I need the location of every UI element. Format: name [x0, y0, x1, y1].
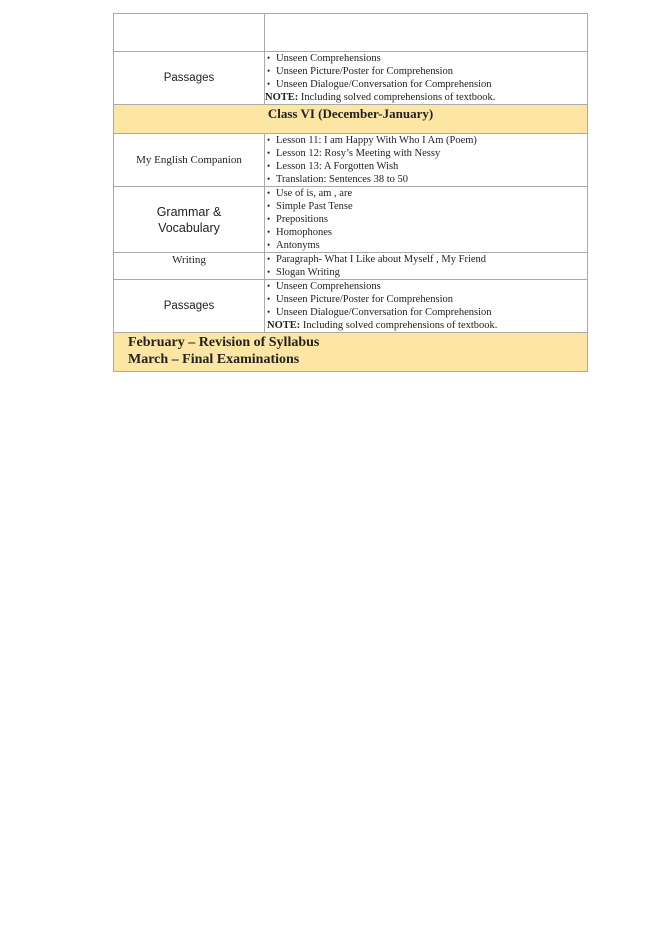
list-item: • Prepositions — [265, 213, 587, 226]
grammar-label-line2: Vocabulary — [158, 220, 220, 235]
class-header-title: Class VI (December-January) — [114, 105, 588, 134]
row-content-companion — [265, 134, 588, 187]
table-row-grammar — [114, 187, 588, 253]
list-item: • Unseen Picture/Poster for Comprehension — [265, 293, 587, 306]
list-item: • Simple Past Tense — [265, 200, 587, 213]
list-item: • Lesson 11: I am Happy With Who I Am (Poem) — [265, 134, 587, 147]
class-header-row — [114, 105, 588, 134]
row-label-writing: Writing — [114, 253, 265, 280]
table-row-companion — [114, 134, 588, 187]
note-line-top — [265, 91, 587, 104]
table-row-passages-top — [114, 52, 588, 105]
empty-cell-left — [114, 14, 265, 52]
table-row-empty — [114, 14, 588, 52]
footer-row — [114, 333, 588, 372]
list-item: • Unseen Comprehensions — [265, 52, 587, 65]
note-text: Including solved comprehensions of textbook. — [300, 320, 498, 331]
syllabus-table — [113, 13, 588, 372]
row-content-passages-top — [265, 52, 588, 105]
note-label: NOTE: — [267, 320, 301, 331]
row-content-writing — [265, 253, 588, 280]
list-item: • Use of is, am , are — [265, 187, 587, 200]
empty-cell-right — [265, 14, 588, 52]
table-row-passages — [114, 280, 588, 333]
footer-cell — [114, 333, 588, 372]
row-label-passages: Passages — [114, 280, 265, 333]
table-row-writing — [114, 253, 588, 280]
list-item: • Unseen Picture/Poster for Comprehension — [265, 65, 587, 78]
passages-list — [265, 280, 587, 319]
row-label-passages-top: Passages — [114, 52, 265, 105]
writing-list — [265, 253, 587, 279]
companion-list — [265, 134, 587, 186]
list-item: • Paragraph- What I Like about Myself , My Friend — [265, 253, 587, 266]
note-label: NOTE: — [265, 92, 299, 103]
row-content-passages — [265, 280, 588, 333]
list-item: • Unseen Comprehensions — [265, 280, 587, 293]
list-item: • Translation: Sentences 38 to 50 — [265, 173, 587, 186]
list-item: • Lesson 13: A Forgotten Wish — [265, 160, 587, 173]
row-label-grammar — [114, 187, 265, 253]
passages-top-list — [265, 52, 587, 91]
footer-line-february: February – Revision of Syllabus — [128, 335, 320, 350]
list-item: • Unseen Dialogue/Conversation for Comprehension — [265, 78, 587, 91]
row-label-companion: My English Companion — [114, 134, 265, 187]
list-item: • Unseen Dialogue/Conversation for Comprehension — [265, 306, 587, 319]
row-content-grammar — [265, 187, 588, 253]
list-item: • Lesson 12: Rosy’s Meeting with Nessy — [265, 147, 587, 160]
list-item: • Antonyms — [265, 239, 587, 252]
list-item: • Homophones — [265, 226, 587, 239]
footer-line-march: March – Final Examinations — [128, 352, 300, 367]
note-text: Including solved comprehensions of textbook. — [298, 92, 496, 103]
grammar-label-line1: Grammar & — [156, 204, 222, 219]
list-item: • Slogan Writing — [265, 266, 587, 279]
grammar-list — [265, 187, 587, 252]
note-line — [265, 319, 587, 332]
